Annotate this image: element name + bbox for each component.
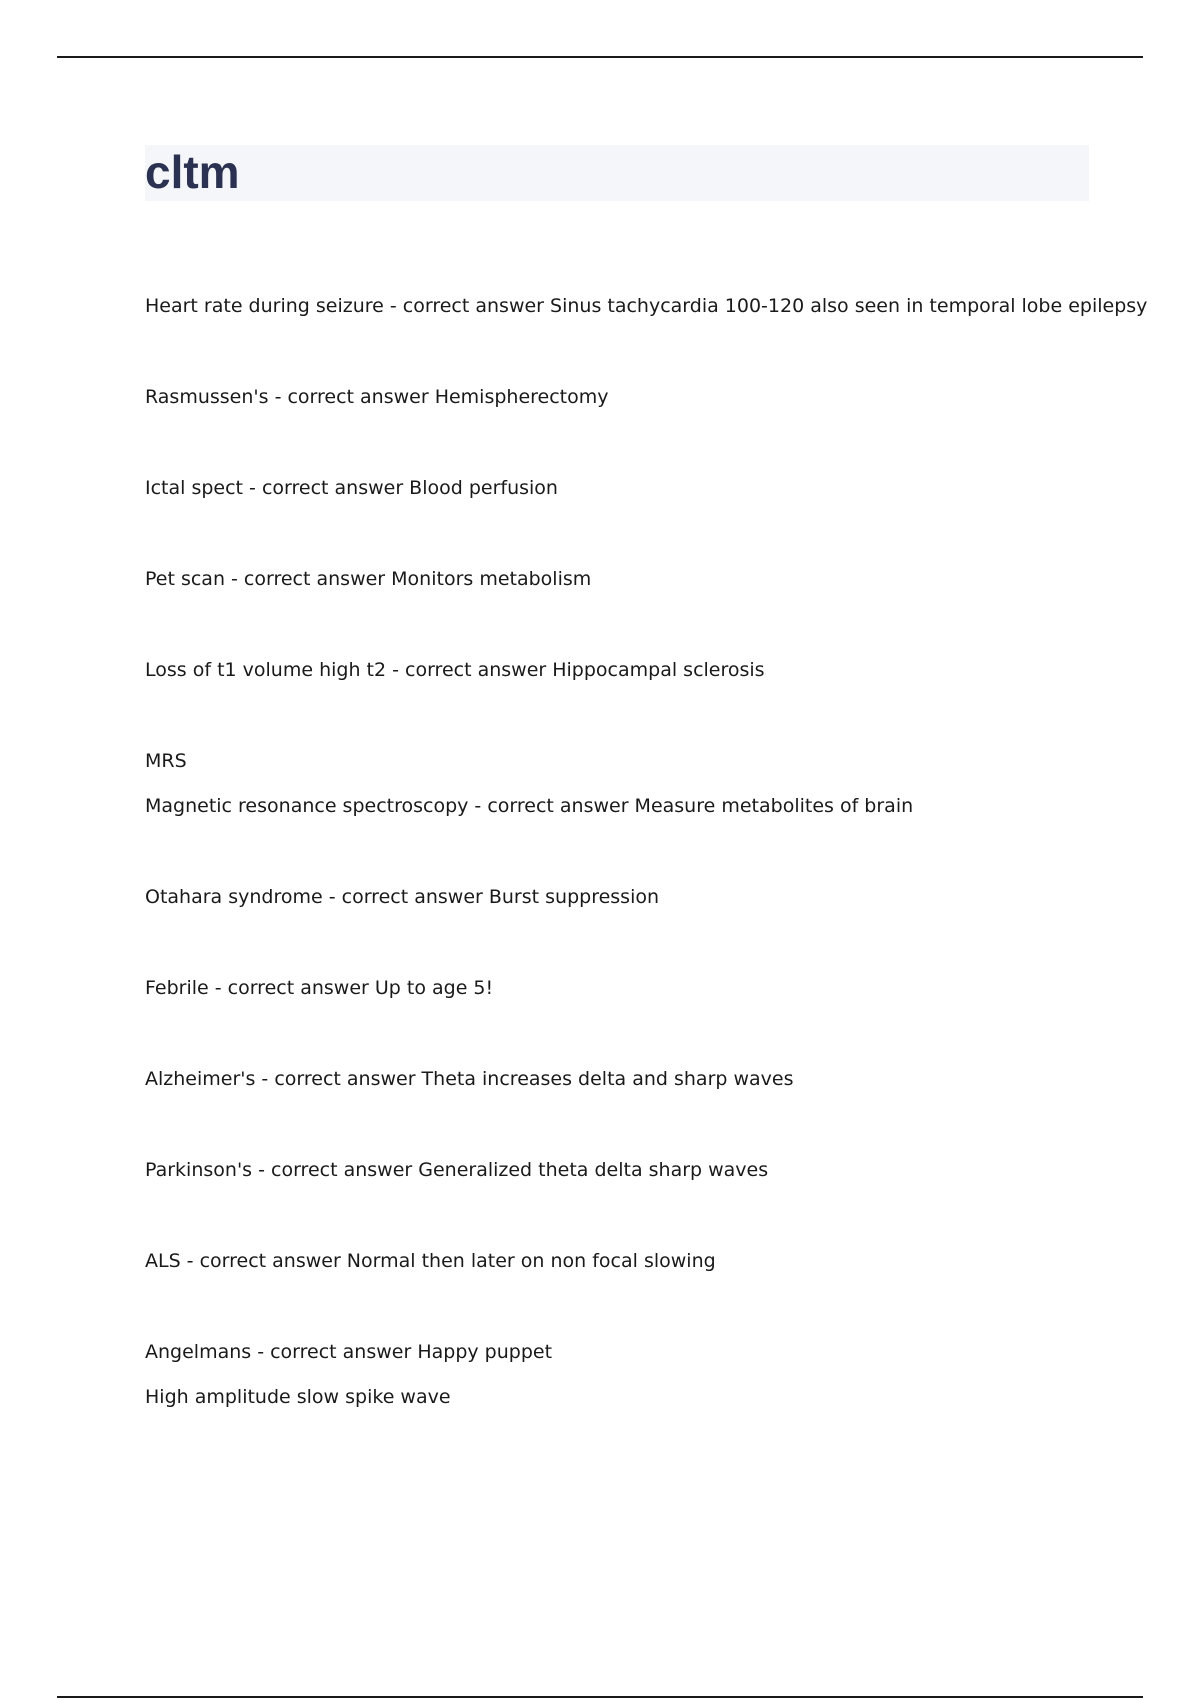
flashcard-entry bbox=[145, 748, 1105, 819]
flashcard-line: Parkinson's - correct answer Generalized theta delta sharp waves bbox=[145, 1159, 769, 1181]
title-band bbox=[145, 145, 1089, 201]
flashcard-line: Angelmans - correct answer Happy puppet bbox=[145, 1341, 553, 1363]
flashcard-entry bbox=[145, 975, 1105, 1001]
flashcard-line: Heart rate during seizure - correct answer Sinus tachycardia 100-120 also seen in temporal lobe epilepsy bbox=[145, 295, 1148, 317]
flashcard-line: Otahara syndrome - correct answer Burst suppression bbox=[145, 886, 660, 908]
flashcard-line: MRS bbox=[145, 750, 187, 772]
flashcard-entry bbox=[145, 884, 1105, 910]
flashcard-entry bbox=[145, 475, 1105, 501]
flashcard-entry bbox=[145, 1066, 1105, 1092]
flashcard-entry bbox=[145, 1248, 1105, 1274]
flashcard-entry bbox=[145, 293, 1148, 319]
header-rule bbox=[57, 56, 1143, 58]
flashcard-line: Rasmussen's - correct answer Hemispherectomy bbox=[145, 386, 609, 408]
flashcard-entry bbox=[145, 1157, 1105, 1183]
footer-rule bbox=[57, 1696, 1143, 1698]
document-title: cltm bbox=[145, 146, 240, 198]
flashcard-entry bbox=[145, 566, 1105, 592]
flashcard-entry bbox=[145, 657, 1105, 683]
flashcard-line: Pet scan - correct answer Monitors metabolism bbox=[145, 568, 592, 590]
flashcard-line: Alzheimer's - correct answer Theta increases delta and sharp waves bbox=[145, 1068, 794, 1090]
flashcard-line: Magnetic resonance spectroscopy - correct answer Measure metabolites of brain bbox=[145, 795, 914, 817]
flashcard-line: Ictal spect - correct answer Blood perfusion bbox=[145, 477, 558, 499]
flashcard-entry bbox=[145, 1339, 1105, 1410]
flashcard-line: Loss of t1 volume high t2 - correct answer Hippocampal sclerosis bbox=[145, 659, 765, 681]
flashcard-line: ALS - correct answer Normal then later on non focal slowing bbox=[145, 1250, 716, 1272]
flashcard-entry bbox=[145, 384, 1105, 410]
flashcard-line: Febrile - correct answer Up to age 5! bbox=[145, 977, 494, 999]
flashcard-line: High amplitude slow spike wave bbox=[145, 1386, 451, 1408]
